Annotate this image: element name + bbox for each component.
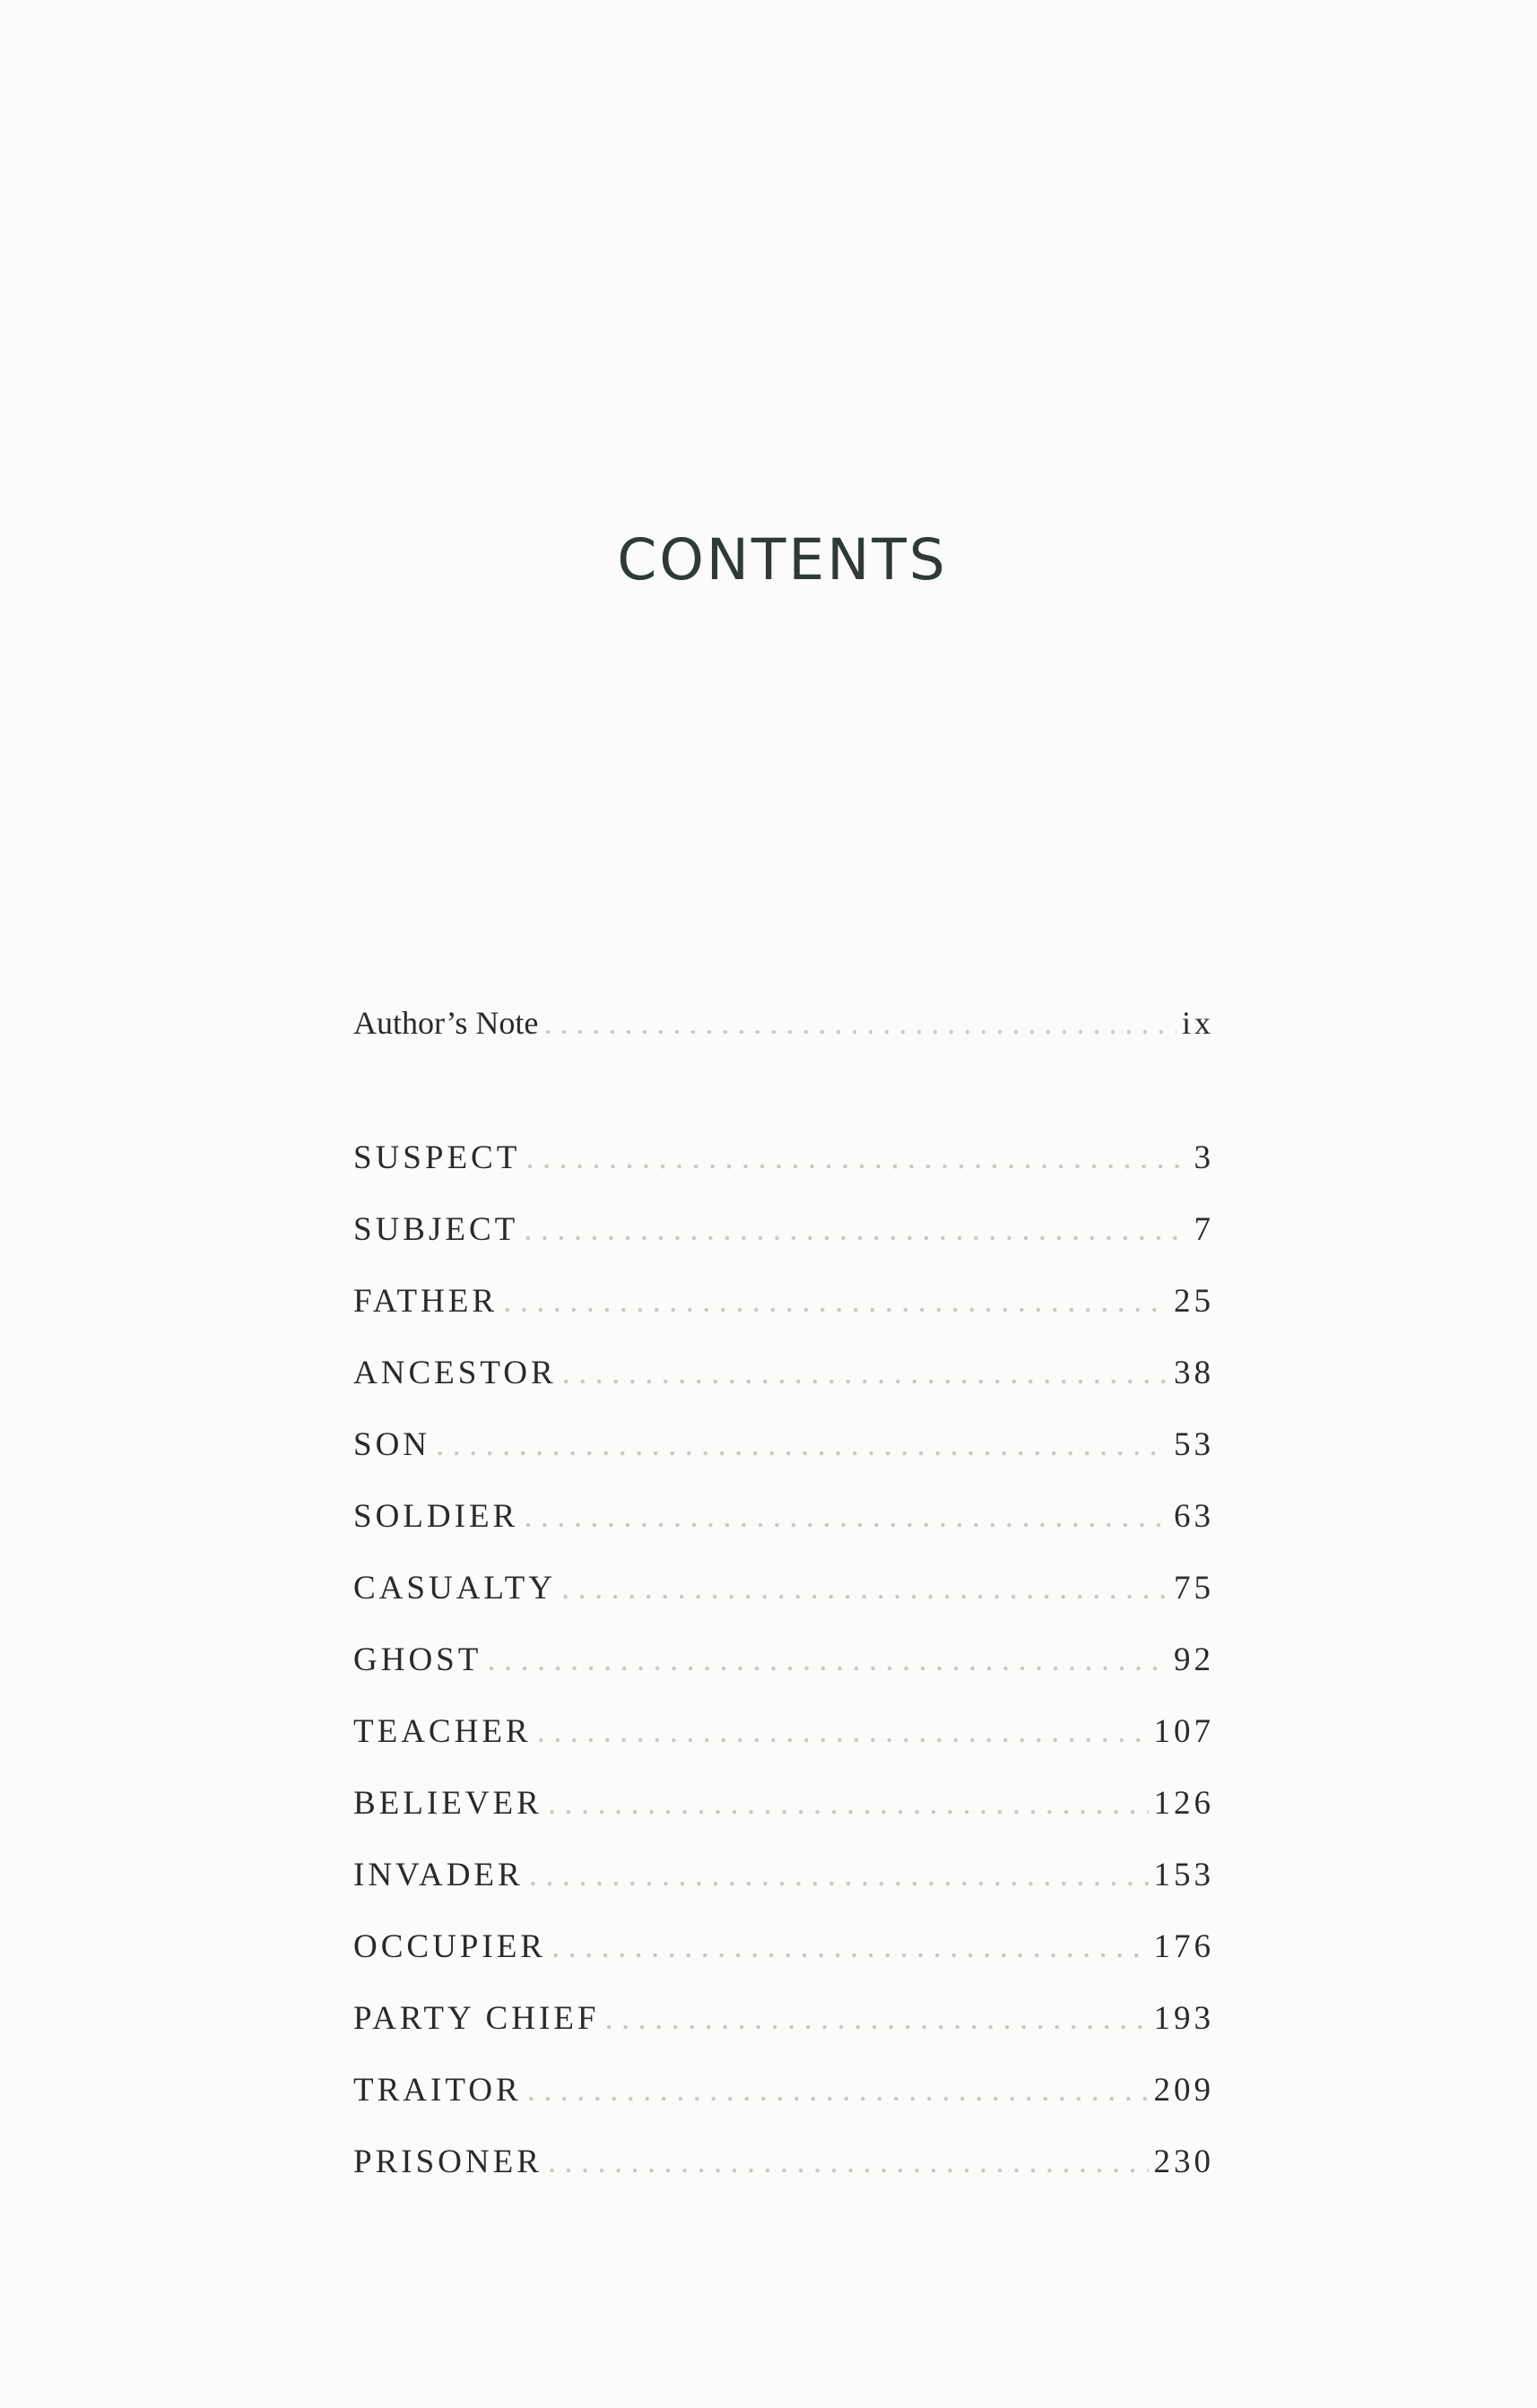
toc-entry-chapter[interactable] xyxy=(353,1712,1214,1751)
dot-leader xyxy=(537,1712,1149,1751)
toc-entry-label: BELIEVER xyxy=(353,1785,543,1822)
toc-entry-label: Author’s Note xyxy=(353,1005,539,1041)
toc-entry-label: PARTY CHIEF xyxy=(353,2000,600,2037)
toc-entry-chapter[interactable] xyxy=(353,2143,1214,2181)
toc-entry-page: 3 xyxy=(1194,1139,1214,1176)
dot-leader xyxy=(525,1139,1188,1177)
toc-entry-page: 25 xyxy=(1174,1283,1214,1320)
dot-leader xyxy=(548,2143,1149,2181)
toc-entry-label: SUSPECT xyxy=(353,1139,521,1176)
toc-entry-page: 53 xyxy=(1174,1426,1214,1463)
dot-leader xyxy=(527,2071,1149,2109)
page-title: CONTENTS xyxy=(617,527,948,593)
toc-entry-label: GHOST xyxy=(353,1641,482,1678)
dot-leader xyxy=(529,1856,1149,1894)
toc-entry-label: SON xyxy=(353,1426,431,1463)
dot-leader xyxy=(524,1497,1168,1536)
toc-entry-label: INVADER xyxy=(353,1857,524,1893)
dot-leader xyxy=(562,1354,1168,1392)
toc-entry-page: 63 xyxy=(1174,1498,1214,1535)
dot-leader xyxy=(487,1641,1168,1679)
toc-entry-page: 209 xyxy=(1153,2072,1214,2109)
toc-entry-chapter[interactable] xyxy=(353,1354,1214,1392)
toc-entry-chapter[interactable] xyxy=(353,2071,1214,2109)
toc-entry-chapter[interactable] xyxy=(353,1856,1214,1894)
toc-entry-page: 153 xyxy=(1153,1857,1214,1893)
toc-entry-chapter[interactable] xyxy=(353,1927,1214,1966)
toc-entry-page: 126 xyxy=(1153,1785,1214,1822)
dot-leader xyxy=(604,1999,1148,2038)
toc-entry-chapter[interactable] xyxy=(353,1139,1214,1177)
toc-entry-chapter[interactable] xyxy=(353,1569,1214,1607)
toc-entry-label: SOLDIER xyxy=(353,1498,519,1535)
toc-entry-page: 193 xyxy=(1153,2000,1214,2037)
toc-entry-page: 75 xyxy=(1174,1570,1214,1607)
toc-entry-chapter[interactable] xyxy=(353,1641,1214,1679)
toc-entry-chapter[interactable] xyxy=(353,1784,1214,1823)
toc-entry-page: 107 xyxy=(1153,1713,1214,1750)
toc-entry-label: CASUALTY xyxy=(353,1570,556,1607)
dot-leader xyxy=(503,1282,1168,1321)
toc-entry-page: 92 xyxy=(1174,1641,1214,1678)
toc-entry-chapter[interactable] xyxy=(353,1210,1214,1249)
toc-entry-label: FATHER xyxy=(353,1283,499,1320)
toc-entry-page: 176 xyxy=(1153,1928,1214,1965)
toc-entry-label: TEACHER xyxy=(353,1713,532,1750)
toc-entry-chapter[interactable] xyxy=(353,1282,1214,1321)
dot-leader xyxy=(543,1004,1177,1042)
dot-leader xyxy=(548,1784,1149,1823)
toc-entry-chapter[interactable] xyxy=(353,1999,1214,2038)
toc-entry-chapter[interactable] xyxy=(353,1497,1214,1536)
toc-entry-label: ANCESTOR xyxy=(353,1355,557,1391)
dot-leader xyxy=(561,1569,1168,1607)
dot-leader xyxy=(551,1927,1149,1966)
toc-entry-label: TRAITOR xyxy=(353,2072,522,2109)
toc-entry-chapter[interactable] xyxy=(353,1425,1214,1464)
toc-entry-page: 7 xyxy=(1194,1211,1214,1248)
toc-entry-page: ix xyxy=(1181,1005,1214,1041)
toc-entry-label: SUBJECT xyxy=(353,1211,519,1248)
toc-entry-label: OCCUPIER xyxy=(353,1928,546,1965)
toc-entry-page: 38 xyxy=(1174,1355,1214,1391)
toc-entry-page: 230 xyxy=(1153,2144,1214,2180)
toc-entry-authors-note[interactable] xyxy=(353,1004,1214,1042)
toc-entry-label: PRISONER xyxy=(353,2144,543,2180)
dot-leader xyxy=(524,1210,1188,1249)
dot-leader xyxy=(436,1425,1168,1464)
